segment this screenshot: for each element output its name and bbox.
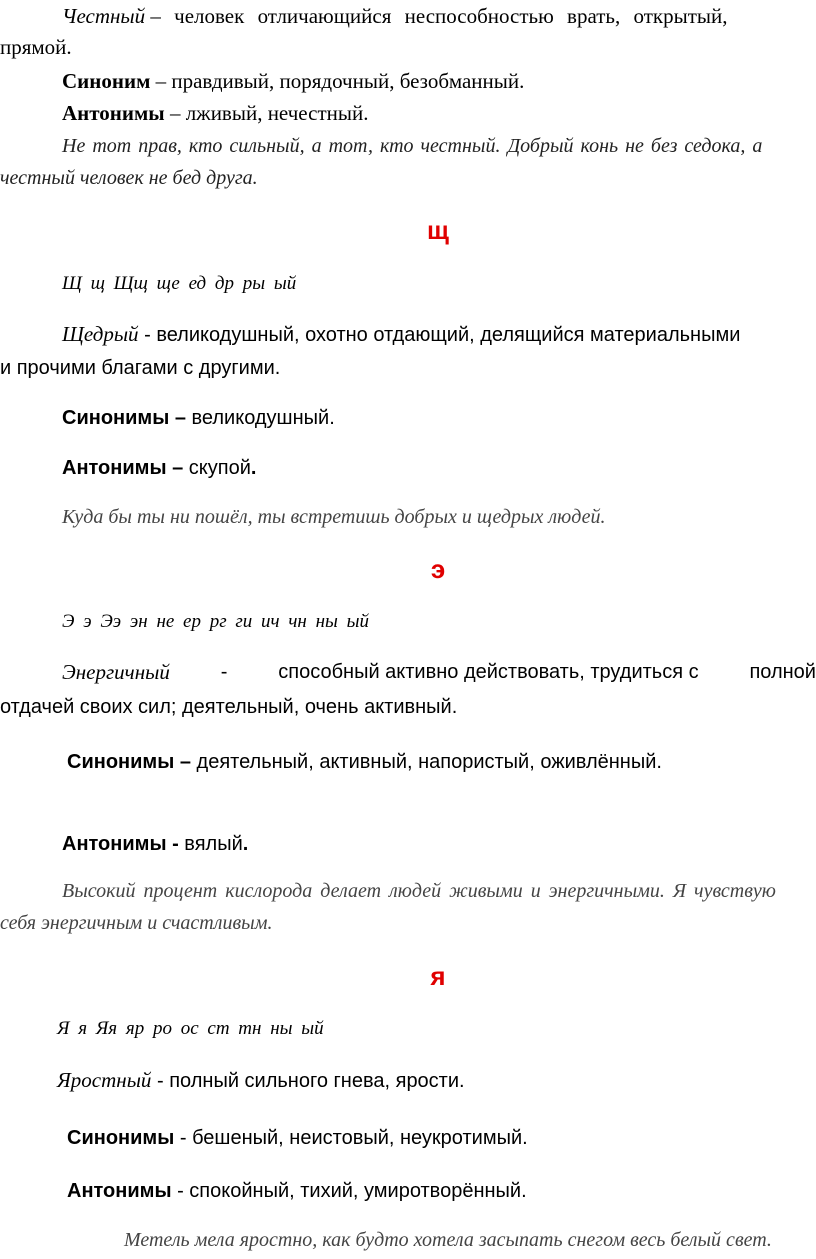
definition-text: способный активно действовать, трудиться с (278, 661, 699, 683)
antonym-line (0, 832, 816, 856)
headword: Энергичный (62, 660, 170, 684)
definition-line (0, 1068, 816, 1093)
antonym-label: Антонимы - (62, 833, 179, 855)
synonym-text: великодушный. (185, 407, 335, 429)
antonym-label: Антонимы – (62, 457, 184, 479)
example-line: Не тот прав, кто сильный, а тот, кто честный. Добрый конь не без седока, а (62, 135, 763, 157)
synonym-line (0, 69, 816, 93)
syllable-line: Щ щ Щщ ще ед др ры ый (62, 273, 297, 294)
antonym-line (0, 456, 816, 480)
antonym-line (0, 1179, 816, 1203)
synonym-line (0, 750, 816, 774)
headword: Яростный (57, 1068, 152, 1092)
section-letter: я (430, 961, 446, 991)
section-letter: щ (427, 215, 449, 245)
antonym-text: - спокойный, тихий, умиротворённый. (171, 1180, 527, 1202)
section-letter: э (430, 554, 446, 584)
synonym-label: Синонимы (67, 1127, 175, 1149)
definition-line-cont: отдачей своих сил; деятельный, очень активный. (0, 696, 458, 718)
antonym-text: скупой (183, 457, 251, 479)
definition-dash: - (220, 661, 228, 683)
synonym-label: Синонимы – (67, 751, 191, 773)
definition-text: - великодушный, охотно отдающий, делящийся материальными (138, 324, 741, 346)
antonym-text: вялый (178, 833, 243, 855)
example-line-cont: себя энергичным и счастливым. (0, 912, 273, 934)
definition-text: – человек отличающийся неспособностью врать, открытый, (150, 4, 728, 28)
definition-line-cont: и прочими благами с другими. (0, 357, 281, 379)
example-line: Куда бы ты ни пошёл, ты встретишь добрых и щедрых людей. (62, 506, 606, 528)
syllable-line: Я я Яя яр ро ос ст тн ны ый (57, 1018, 324, 1039)
antonym-label: Антонимы (62, 101, 165, 125)
synonym-label: Синонимы – (62, 407, 186, 429)
headword: Щедрый (62, 322, 139, 346)
antonym-end: . (250, 457, 257, 479)
definition-text: - полный сильного гнева, ярости. (151, 1070, 465, 1092)
antonym-label: Антонимы (67, 1180, 172, 1202)
definition-line (0, 660, 816, 684)
definition-line (0, 322, 816, 347)
example-line: Метель мела яростно, как будто хотела засыпать снегом весь белый свет. (124, 1229, 772, 1251)
definition-line-cont: прямой. (0, 35, 72, 59)
synonym-text: - бешеный, неистовый, неукротимый. (174, 1127, 528, 1149)
definition-line (0, 4, 816, 28)
definition-text-end: полной (749, 661, 816, 683)
example-line: Высокий процент кислорода делает людей живыми и энергичными. Я чувствую (62, 880, 776, 902)
antonym-line (0, 101, 816, 125)
synonym-text: – правдивый, порядочный, безобманный. (150, 69, 525, 93)
synonym-line (0, 406, 816, 430)
antonym-end: . (242, 833, 249, 855)
synonym-text: деятельный, активный, напористый, оживлённый. (190, 751, 662, 773)
example-line-cont: честный человек не бед друга. (0, 167, 258, 189)
headword: Честный (62, 4, 146, 28)
synonym-line (0, 1126, 816, 1150)
syllable-line: Э э Ээ эн не ер рг ги ич чн ны ый (62, 611, 370, 632)
antonym-text: – лживый, нечестный. (164, 101, 369, 125)
synonym-label: Синоним (62, 69, 151, 93)
